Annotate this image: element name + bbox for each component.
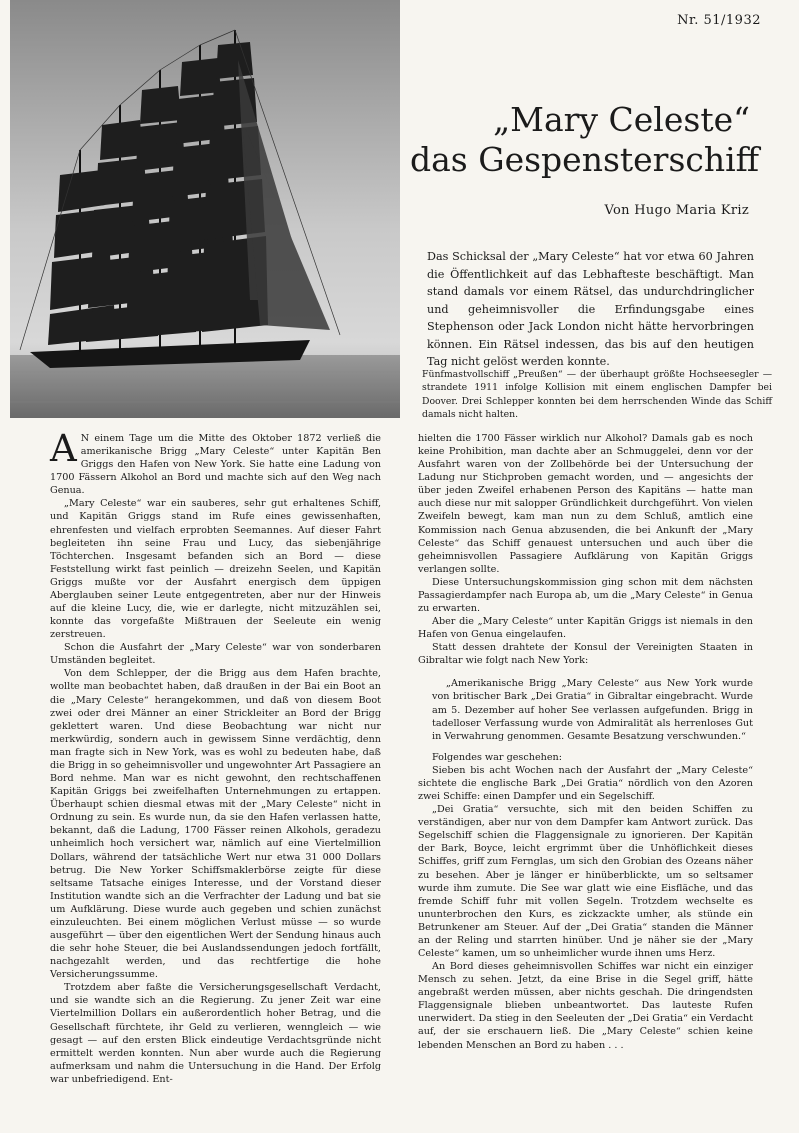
paragraph-text: N einem Tage um die Mitte des Oktober 1872 verließ die amerikanische Brigg „Mary Celeste“ unter Kapitän Ben Griggs den Hafen von New York. Sie hatte eine Ladung von 1700 Fässern Alkohol an Bord und machte sich auf den Weg nach Genua. — [50, 433, 381, 497]
paragraph: Diese Untersuchungskommission ging schon mit dem nächsten Passagierdampfer nach Europa ab, um die „Mary Celeste“ in Genua zu erwarten. — [418, 576, 753, 615]
article-column-1 — [50, 427, 381, 1086]
title-line-2: das Gespensterschiff — [410, 140, 760, 179]
paragraph: Folgendes war geschehen: — [432, 751, 562, 763]
paragraph: Schon die Ausfahrt der „Mary Celeste“ war von sonderbaren Umständen begleitet. — [50, 642, 381, 667]
photo-caption: Fünfmastvollschiff „Preußen“ — der überhaupt größte Hochseesegler — strandete 1911 infolge Kollision mit einem englischen Dampfer bei Doover. Drei Schlepper konnten bei dem herrschenden Winde das Schiff damals nicht halten. — [422, 369, 772, 420]
title-line-1: „Mary Celeste“ — [493, 100, 750, 139]
telegram-quote: „Amerikanische Brigg „Mary Celeste“ aus New York wurde von britischer Bark „Dei Gratia“ in Gibraltar eingebracht. Wurde am 5. Dezember auf hoher See verlassen aufgefunden. Brigg in tadelloser Verfassung wurde von Admiralität als herrenloses Gut in Verwahrung genommen. Gesamte Besatzung verschwunden.“ — [432, 678, 753, 742]
paragraph: Aber die „Mary Celeste“ unter Kapitän Griggs ist niemals in den Hafen von Genua eingelaufen. — [418, 616, 753, 641]
paragraph: Trotzdem aber faßte die Versicherungsgesellschaft Verdacht, und sie wandte sich an die Regierung. Zu jener Zeit war eine Viertelmillion Dollars ein außerordentlich hoher Betrag, und die Gesellschaft fürchtete, ihr Geld zu verlieren, wenngleich — wie gesagt — auf den ersten Blick eindeutige Verdachtsgründe nicht ermittelt werden konnten. Nun aber wurde auch die Regierung aufmerksam und nahm die Untersuchung in die Hand. Der Erfolg war unbefriedigend. Ent- — [50, 982, 381, 1085]
ship-photo — [10, 0, 400, 418]
article-title — [410, 100, 760, 180]
paragraph: Sieben bis acht Wochen nach der Ausfahrt der „Mary Celeste“ sichtete die englische Bark „Dei Gratia“ nördlich von den Azoren zwei Schiffe: einen Dampfer und ein Segelschiff. — [418, 764, 753, 803]
drop-cap: A — [50, 427, 77, 470]
paragraph: „Mary Celeste“ war ein sauberes, sehr gut erhaltenes Schiff, und Kapitän Griggs stand im Rufe eines gewissenhaften, ehrenfesten und vielfach erprobten Seemannes. Auf dieser Fahrt begleiteten ihn seine Frau und Lucy, das siebenjährige Töchterchen. Insgesamt befanden sich an Bord — diese Feststellung wirkt fast peinlich — dreizehn Seelen, und Kapitän Griggs mußte vor der Ausfahrt energisch dem üppigen Aberglauben seiner Leute entgegentreten, aber nur der Hinweis auf die kleine Lucy, die, wie er darlegte, nicht mitzuzählen sei, konnte das vorgefaßte Mißtrauen der Seeleute ein wenig zerstreuen. — [50, 498, 381, 641]
paragraph — [50, 427, 381, 497]
article-column-2 — [418, 432, 753, 1052]
sailing-ship-image — [10, 0, 400, 418]
byline: Von Hugo Maria Kriz — [604, 203, 749, 218]
paragraph: Statt dessen drahtete der Konsul der Vereinigten Staaten in Gibraltar wie folgt nach New York: — [418, 642, 753, 667]
issue-number: Nr. 51/1932 — [677, 13, 761, 28]
paragraph: „Dei Gratia“ versuchte, sich mit den beiden Schiffen zu verständigen, aber nur von dem Dampfer kam Antwort zurück. Das Segelschiff schien die Flaggensignale zu ignorieren. Der Kapitän der Bark, Boyce, leicht ergrimmt über die Unhöflichkeit dieses Schiffes, griff zum Fernglas, um sich den Grobian des Ozeans näher zu besehen. Aber je länger er hinüberblickte, um so seltsamer wurde ihm zumute. Die See war glatt wie eine Eisfläche, und das fremde Schiff fuhr mit vollen Segeln. Trotzdem wechselte es ununterbrochen den Kurs, es zickzackte umher, als stünde ein Betrunkener am Steuer. Auf der „Dei Gratia“ standen die Männer an der Reling und starrten hinüber. Und je näher sie der „Mary Celeste“ kamen, um so unheimlicher wurde ihnen ums Herz. — [418, 804, 753, 959]
paragraph: An Bord dieses geheimnisvollen Schiffes war nicht ein einziger Mensch zu sehen. Jetzt, da eine Brise in die Segel griff, hätte angebraßt werden müssen, aber nichts geschah. Die dringendsten Flaggensignale blieben unbeantwortet. Das lauteste Rufen unerwidert. Da stieg in den Seeleuten der „Dei Gratia“ ein Verdacht auf, der sie erschauern ließ. Die „Mary Celeste“ schien keine lebenden Menschen an Bord zu haben . . . — [418, 961, 753, 1051]
paragraph: Von dem Schlepper, der die Brigg aus dem Hafen brachte, wollte man beobachtet haben, daß draußen in der Bai ein Boot an die „Mary Celeste“ herangekommen, und daß von diesem Boot zwei oder drei Männer an einer Strickleiter an Bord der Brigg geklettert waren. Und diese Beobachtung war nicht nur merkwürdig, sondern auch in gewissem Sinne verdächtig, denn man fragte sich in New York, was es wohl zu bedeuten habe, daß die Brigg in so geheimnisvoller und ungewohnter Art Passagiere an Bord nehme. Man war es nicht gewohnt, den rechtschaffenen Kapitän Griggs bei zweifelhaften Unternehmungen zu ertappen. Überhaupt schien diesmal etwas mit der „Mary Celeste“ nicht in Ordnung zu sein. Es wurde nun, da sie den Hafen verlassen hatte, bekannt, daß die Ladung, 1700 Fässer reinen Alkohols, geradezu unheimlich hoch versichert war, nämlich auf eine Viertelmillion Dollars, während der tatsächliche Wert nur etwa 31 000 Dollars betrug. Die New Yorker Schiffsmaklerbörse zeigte für diese seltsame Tatsache einiges Interesse, und der Vorstand dieser Institution wandte sich an die Verfrachter der Ladung und bat sie um Aufklärung. Diese wurde auch gegeben und schien zunächst einzuleuchten. Bei einem möglichen Verlust müsse — so wurde ausgeführt — über den eigentlichen Wert der Sendung hinaus auch die sehr hohe Steuer, die bei Auslandssendungen jedoch fortfällt, nachgezahlt werden, und das rechtfertige die hohe Versicherungssumme. — [50, 668, 381, 981]
paragraph: hielten die 1700 Fässer wirklich nur Alkohol? Damals gab es noch keine Prohibition, man dachte aber an Schmuggelei, denn vor der Ausfahrt waren von der Zollbehörde bei der Untersuchung der Ladung nur Stichproben gemacht worden, und — angesichts der über jeden Zweifel erhabenen Person des Kapitäns — hatte man auch diese nur mit salopper Gründlichkeit durchgeführt. Von vielen Zweifeln bewegt, kam man nun zu dem Schluß, amtlich eine Kommission nach Genua abzusenden, die bei Ankunft der „Mary Celeste“ das Schiff genauest untersuchen und auch über die geheimnisvollen Passagiere Aufklärung von Kapitän Griggs verlangen sollte. — [418, 433, 753, 575]
intro-paragraph: Das Schicksal der „Mary Celeste“ hat vor etwa 60 Jahren die Öffentlichkeit auf das Lebhafteste beschäftigt. Man stand damals vor einem Rätsel, das undurchdringlicher und geheimnisvoller die Erfindungsgabe eines Stephenson oder Jack London nicht hätte hervorbringen können. Ein Rätsel indessen, das bis auf den heutigen Tag nicht gelöst werden konnte. — [427, 250, 754, 368]
